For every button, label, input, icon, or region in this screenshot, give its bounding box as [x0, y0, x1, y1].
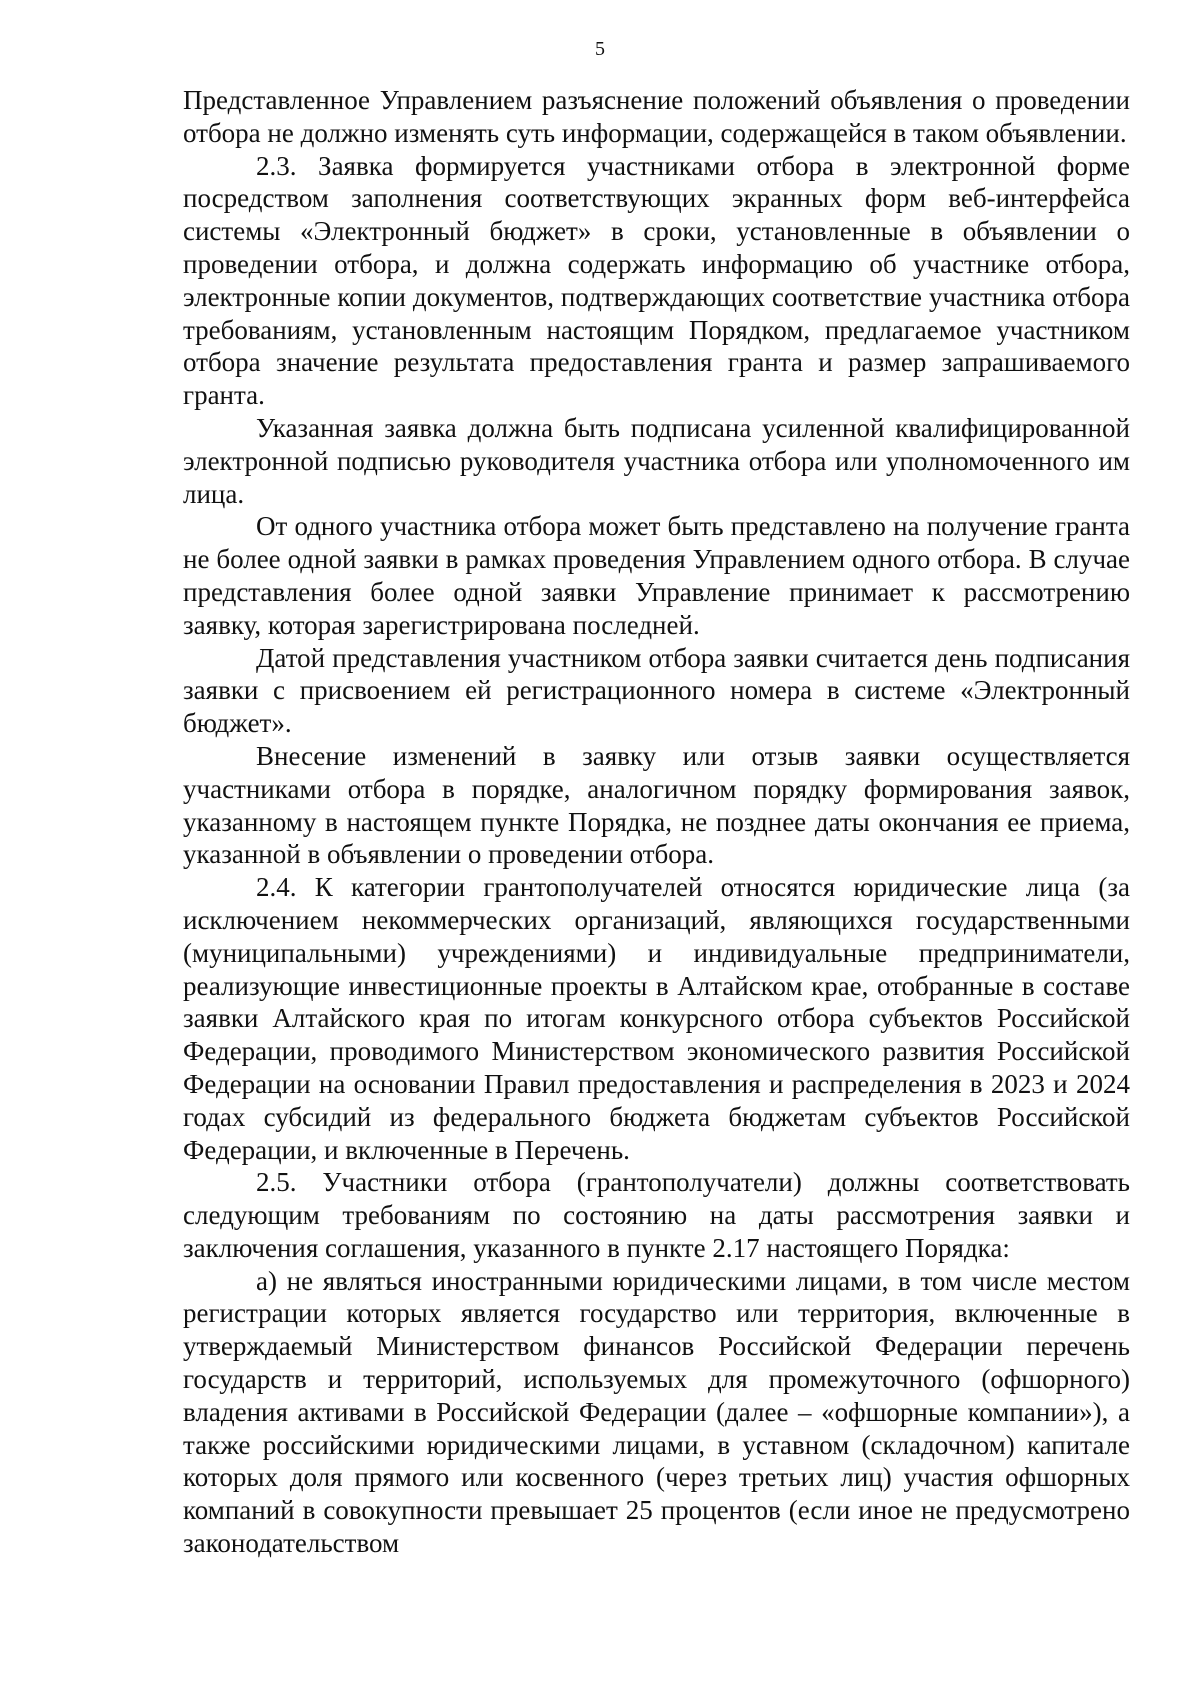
paragraph: 2.5. Участники отбора (грантополучатели) должны соответствовать следующим требованиям по состоянию на даты рассмотрения заявки и заключения соглашения, указанного в пункте 2.17 настоящего Порядка:	[183, 1167, 1130, 1263]
page-number: 5	[595, 38, 605, 60]
document-body	[183, 84, 1130, 1560]
paragraph: 2.3. Заявка формируется участниками отбора в электронной форме посредством заполнения соответствующих экранных форм веб-интерфейса системы «Электронный бюджет» в сроки, установленные в объявлении о проведении отбора, и должна содержать информацию об участнике отбора, электронные копии документов, подтверждающих соответствие участника отбора требованиям, установленным настоящим Порядком, предлагаемое участником отбора значение результата предоставления гранта и размер запрашиваемого гранта.	[183, 150, 1130, 411]
paragraph: 2.4. К категории грантополучателей относятся юридические лица (за исключением некоммерческих организаций, являющихся государственными (муниципальными) учреждениями) и индивидуальные предприниматели, реализующие инвестиционные проекты в Алтайском крае, отобранные в составе заявки Алтайского края по итогам конкурсного отбора субъектов Российской Федерации, проводимого Министерством экономического развития Российской Федерации на основании Правил предоставления и распределения в 2023 и 2024 годах субсидий из федерального бюджета бюджетам субъектов Российской Федерации, и включенные в Перечень.	[183, 872, 1130, 1165]
paragraph: а) не являться иностранными юридическими лицами, в том числе местом регистрации которых является государство или территория, включенные в утверждаемый Министерством финансов Российской Федерации перечень государств и территорий, используемых для промежуточного (офшорного) владения активами в Российской Федерации (далее – «офшорные компании»), а также российскими юридическими лицами, в уставном (складочном) капитале которых доля прямого или косвенного (через третьих лиц) участия офшорных компаний в совокупности превышает 25 процентов (если иное не предусмотрено законодательством	[183, 1265, 1130, 1559]
paragraph: Указанная заявка должна быть подписана усиленной квалифицированной электронной подписью руководителя участника отбора или уполномоченного им лица.	[183, 412, 1130, 509]
paragraph: Датой представления участником отбора заявки считается день подписания заявки с присвоением ей регистрационного номера в системе «Электронный бюджет».	[183, 642, 1130, 739]
paragraph: От одного участника отбора может быть представлено на получение гранта не более одной заявки в рамках проведения Управлением одного отбора. В случае представления более одной заявки Управление принимает к рассмотрению заявку, которая зарегистрирована последней.	[183, 511, 1130, 640]
paragraph: Представленное Управлением разъяснение положений объявления о проведении отбора не должно изменять суть информации, содержащейся в таком объявлении.	[183, 85, 1130, 148]
paragraph: Внесение изменений в заявку или отзыв заявки осуществляется участниками отбора в порядке, аналогичном порядку формирования заявок, указанному в настоящем пункте Порядка, не позднее даты окончания ее приема, указанной в объявлении о проведении отбора.	[183, 740, 1130, 870]
